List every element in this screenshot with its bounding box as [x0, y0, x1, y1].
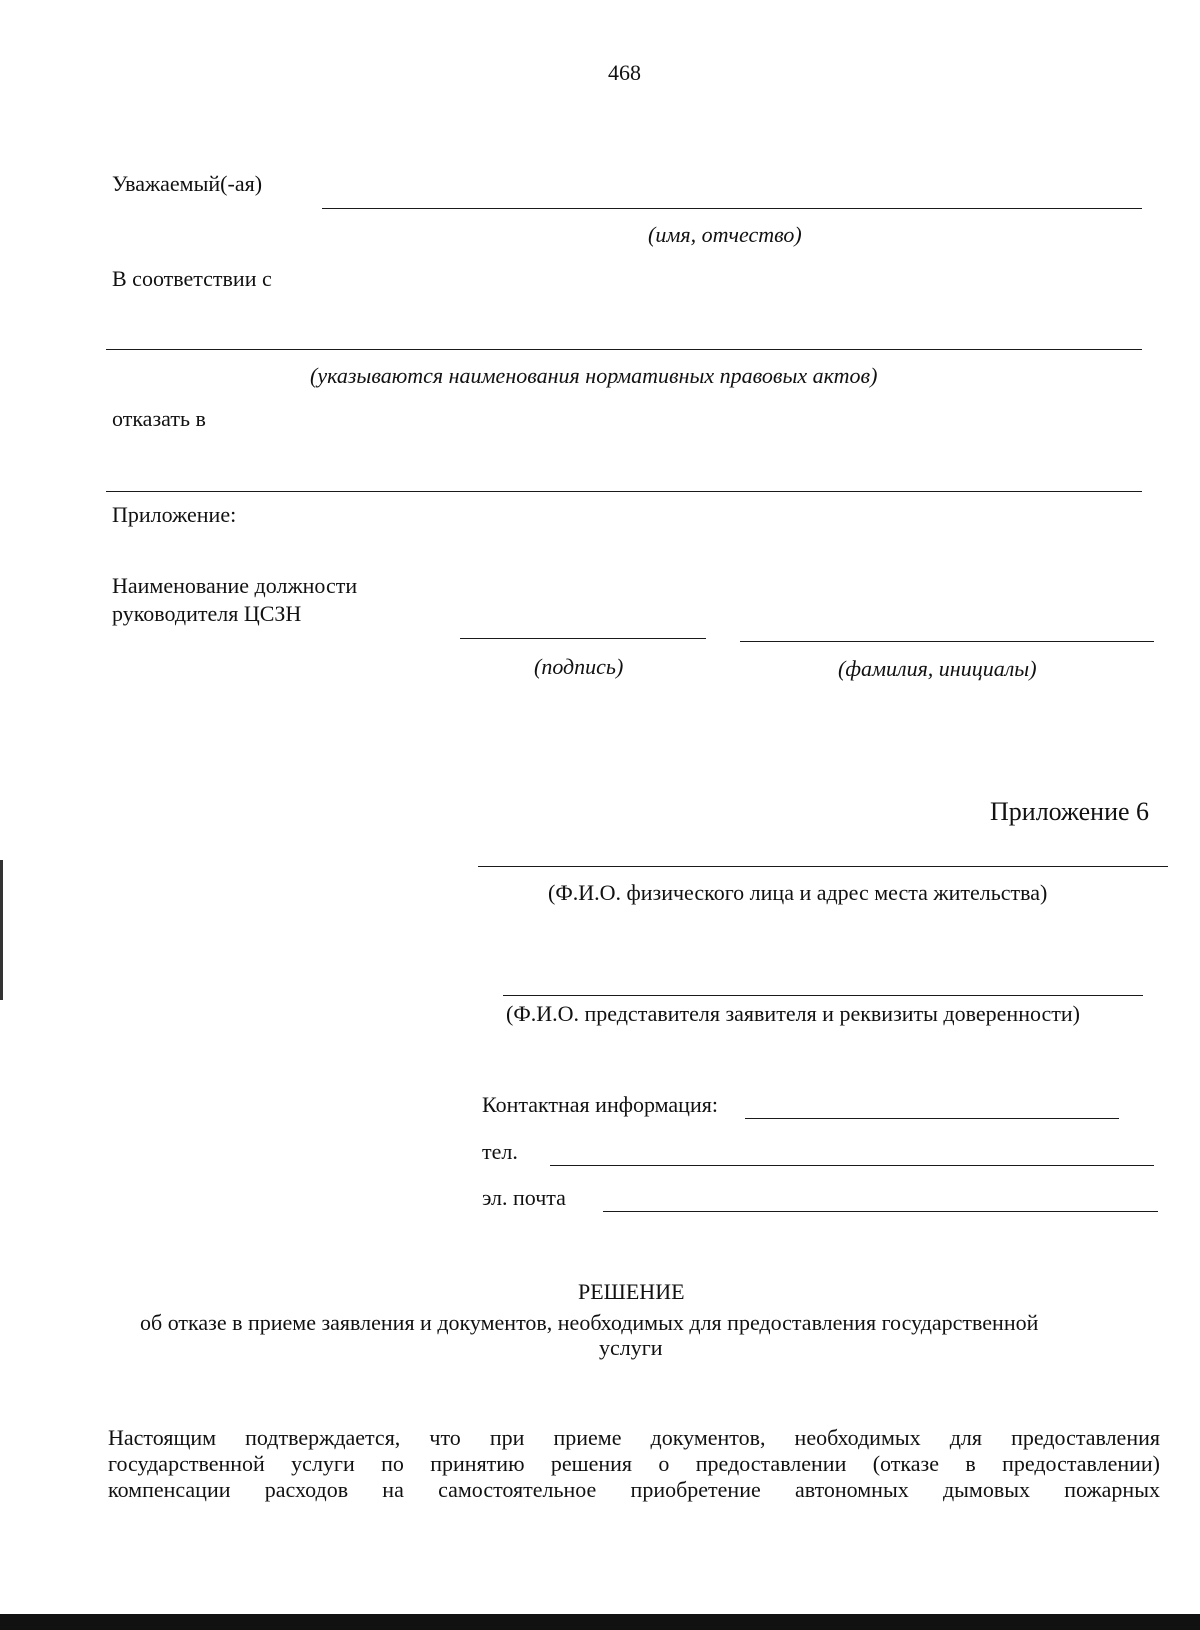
phone-blank-line	[550, 1165, 1154, 1166]
acts-blank-line	[106, 349, 1142, 350]
name-hint: (имя, отчество)	[648, 222, 802, 247]
surname-blank-line	[740, 641, 1154, 642]
decision-body-line1: Настоящим подтверждается, что при приеме документов, необходимых для предоставления	[108, 1425, 1160, 1450]
appendix-title: Приложение 6	[990, 797, 1150, 826]
person-blank-line	[478, 866, 1168, 867]
email-blank-line	[603, 1211, 1158, 1212]
person-hint: (Ф.И.О. физического лица и адрес места жительства)	[548, 880, 1048, 905]
phone-label: тел.	[482, 1139, 518, 1164]
salutation-label: Уважаемый(-ая)	[112, 171, 263, 196]
representative-blank-line	[503, 995, 1143, 996]
representative-hint: (Ф.И.О. представителя заявителя и реквизиты доверенности)	[506, 1001, 1080, 1026]
acts-hint: (указываются наименования нормативных правовых актов)	[310, 363, 878, 388]
decision-body-line3: компенсации расходов на самостоятельное приобретение автономных дымовых пожарных	[108, 1477, 1160, 1502]
accordance-label: В соответствии с	[112, 266, 272, 291]
contact-blank-line	[745, 1118, 1119, 1119]
signature-hint: (подпись)	[534, 654, 624, 679]
contact-label: Контактная информация:	[482, 1092, 718, 1117]
email-label: эл. почта	[482, 1185, 566, 1210]
scan-edge-mark	[0, 860, 3, 1000]
page-number: 468	[608, 60, 641, 85]
name-blank-line	[322, 208, 1142, 209]
decision-heading: РЕШЕНИЕ	[578, 1279, 685, 1304]
refuse-label: отказать в	[112, 406, 206, 431]
signature-blank-line	[460, 638, 706, 639]
position-title-line2: руководителя ЦСЗН	[112, 601, 302, 626]
attachment-label: Приложение:	[112, 502, 237, 527]
position-title-line1: Наименование должности	[112, 573, 358, 598]
decision-body-line2: государственной услуги по принятию решения о предоставлении (отказе в предоставлении)	[108, 1451, 1160, 1476]
decision-subheading-line1: об отказе в приеме заявления и документов, необходимых для предоставления государственной	[140, 1310, 1039, 1335]
decision-subheading-line2: услуги	[599, 1335, 663, 1360]
scan-bottom-edge	[0, 1614, 1200, 1630]
refuse-blank-line	[106, 491, 1142, 492]
surname-hint: (фамилия, инициалы)	[838, 656, 1037, 681]
